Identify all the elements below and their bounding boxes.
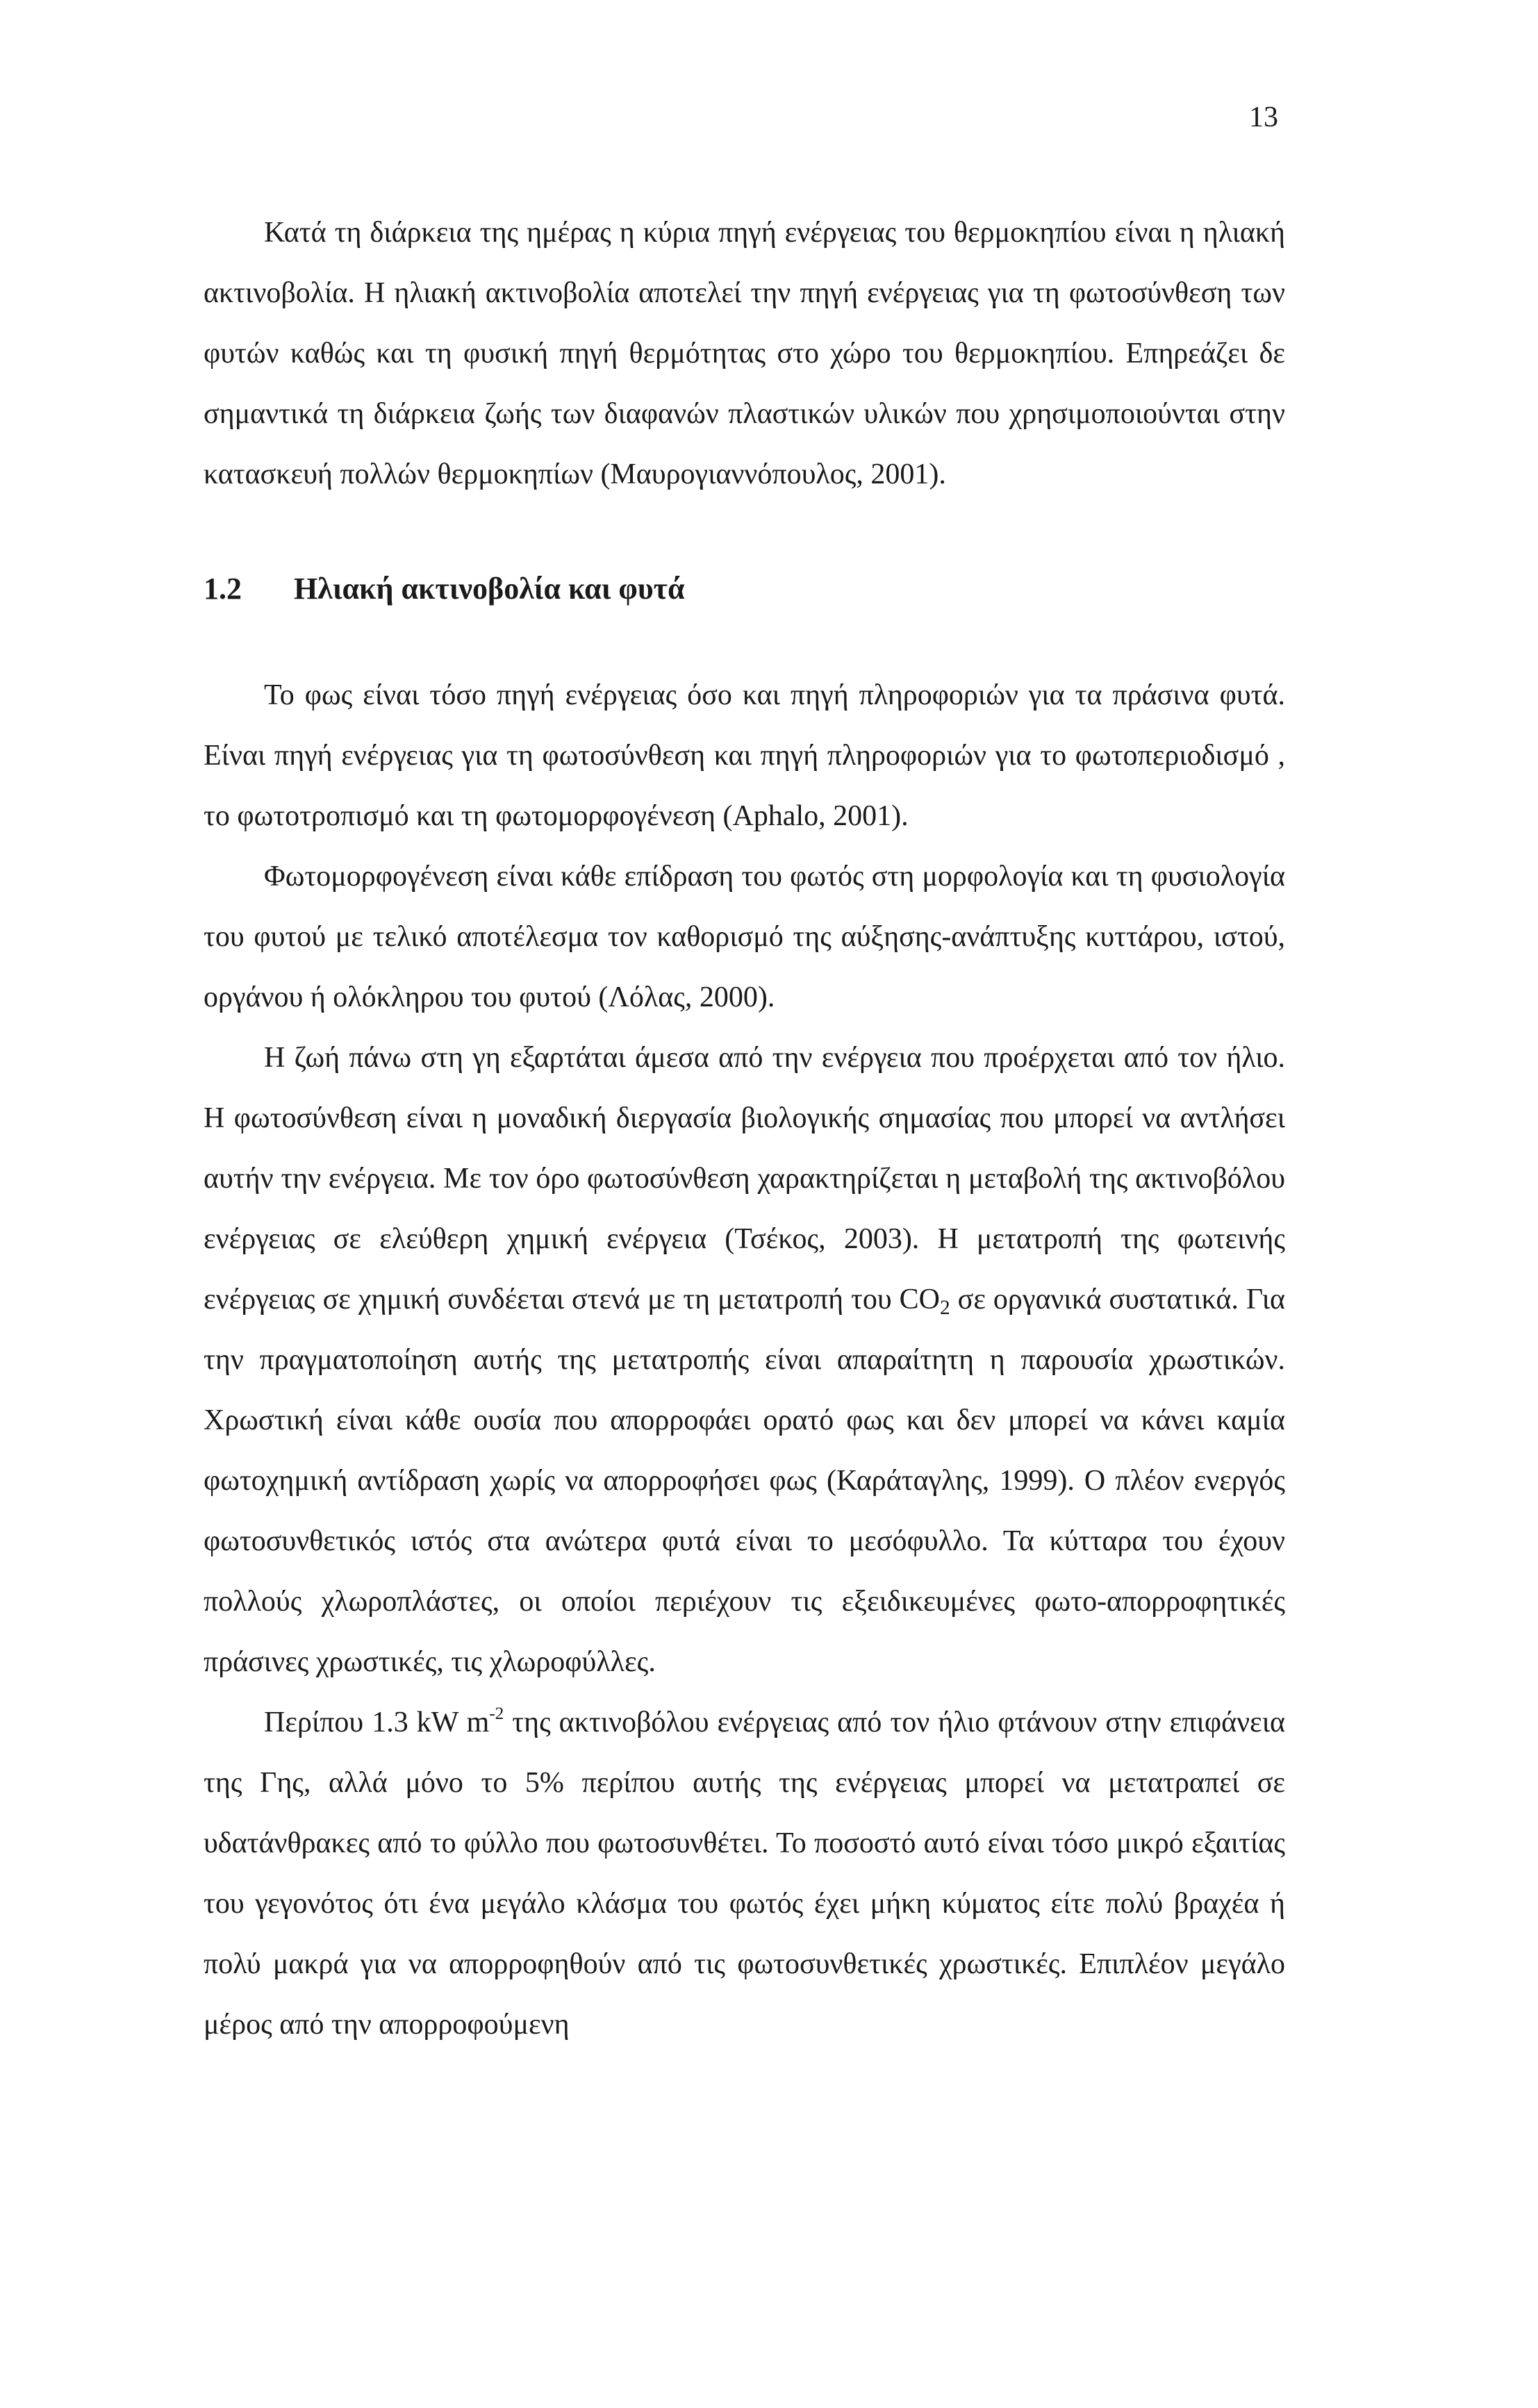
paragraph-light-information: Το φως είναι τόσο πηγή ενέργειας όσο και πηγή πληροφοριών για τα πράσινα φυτά. Είναι πηγή ενέργειας για τη φωτοσύνθεση και πηγή πληροφοριών για το φωτοπεριοδισμό , το φωτοτροπισμό και τη φωτομορφογένεση (Aphalo, 2001).: [204, 679, 1285, 832]
page-content: [204, 203, 1285, 2055]
solar-text-part-2: της ακτινοβόλου ενέργειας από τον ήλιο φτάνουν στην επιφάνεια της Γης, αλλά μόνο το 5% περίπου αυτής της ενέργειας μπορεί να μετατραπεί σε υδατάνθρακες από το φύλλο που φωτοσυνθέτει. Το ποσοστό αυτό είναι τόσο μικρό εξαιτίας του γεγονότος ότι ένα μεγάλο κλάσμα του φωτός έχει μήκη κύματος είτε πολύ βραχέα ή πολύ μακρά για να απορροφηθούν από τις φωτοσυνθετικές χρωστικές. Επιπλέον μεγάλο μέρος από την απορροφούμενη: [204, 1707, 1286, 2041]
page-number: 13: [1249, 101, 1278, 133]
photosynthesis-text-part-2: σε οργανικά συστατικά. Για την πραγματοποίηση αυτής της μετατροπής είναι απαραίτητη η παρουσία χρωστικών. Χρωστική είναι κάθε ουσία που απορροφάει ορατό φως και δεν μπορεί να κάνει καμία φωτοχημική αντίδραση χωρίς να απορροφήσει φως (Καράταγλης, 1999). Ο πλέον ενεργός φωτοσυνθετικός ιστός στα ανώτερα φυτά είναι το μεσόφυλλο. Τα κύτταρα του έχουν πολλούς χλωροπλάστες, οι οποίοι περιέχουν τις εξειδικευμένες φωτο-απορροφητικές πράσινες χρωστικές, τις χλωροφύλλες.: [204, 1284, 1286, 1678]
paragraph-photomorphogenesis: Φωτομορφογένεση είναι κάθε επίδραση του φωτός στη μορφολογία και τη φυσιολογία του φυτού με τελικό αποτέλεσμα τον καθορισμό της αύξησης-ανάπτυξης κυττάρου, ιστού, οργάνου ή ολόκληρου του φυτού (Λόλας, 2000).: [204, 861, 1285, 1013]
solar-text-part-1: Περίπου 1.3 kW m: [264, 1707, 490, 1738]
co2-formula: [899, 1284, 950, 1319]
intro-paragraph: Κατά τη διάρκεια της ημέρας η κύρια πηγή ενέργειας του θερμοκηπίου είναι η ηλιακή ακτινοβολία. Η ηλιακή ακτινοβολία αποτελεί την πηγή ενέργειας για τη φωτοσύνθεση των φυτών καθώς και τη φυσική πηγή θερμότητας στο χώρο του θερμοκηπίου. Επηρεάζει δε σημαντικά τη διάρκεια ζωής των διαφανών πλαστικών υλικών που χρησιμοποιούνται στην κατασκευή πολλών θερμοκηπίων (Μαυρογιαννόπουλος, 2001).: [204, 217, 1285, 490]
paragraph-solar-energy: [204, 1693, 1285, 2055]
co2-subscript: 2: [940, 1297, 950, 1319]
paragraph-photosynthesis: [204, 1028, 1285, 1693]
section-heading: [204, 568, 1285, 610]
unit-superscript: -2: [489, 1704, 504, 1723]
section-title: Ηλιακή ακτινοβολία και φυτά: [294, 572, 685, 606]
co2-base: CO: [899, 1284, 941, 1315]
section-number: 1.2: [204, 572, 242, 606]
photosynthesis-text-part-1: Η ζωή πάνω στη γη εξαρτάται άμεσα από την ενέργεια που προέρχεται από τον ήλιο. Η φωτοσύνθεση είναι η μοναδική διεργασία βιολογικής σημασίας που μπορεί να αντλήσει αυτήν την ενέργεια. Με τον όρο φωτοσύνθεση χαρακτηρίζεται η μεταβολή της ακτινοβόλου ενέργειας σε ελεύθερη χημική ενέργεια (Τσέκος, 2003). Η μετατροπή της φωτεινής ενέργειας σε χημική συνδέεται στενά με τη μετατροπή του: [204, 1042, 1285, 1315]
